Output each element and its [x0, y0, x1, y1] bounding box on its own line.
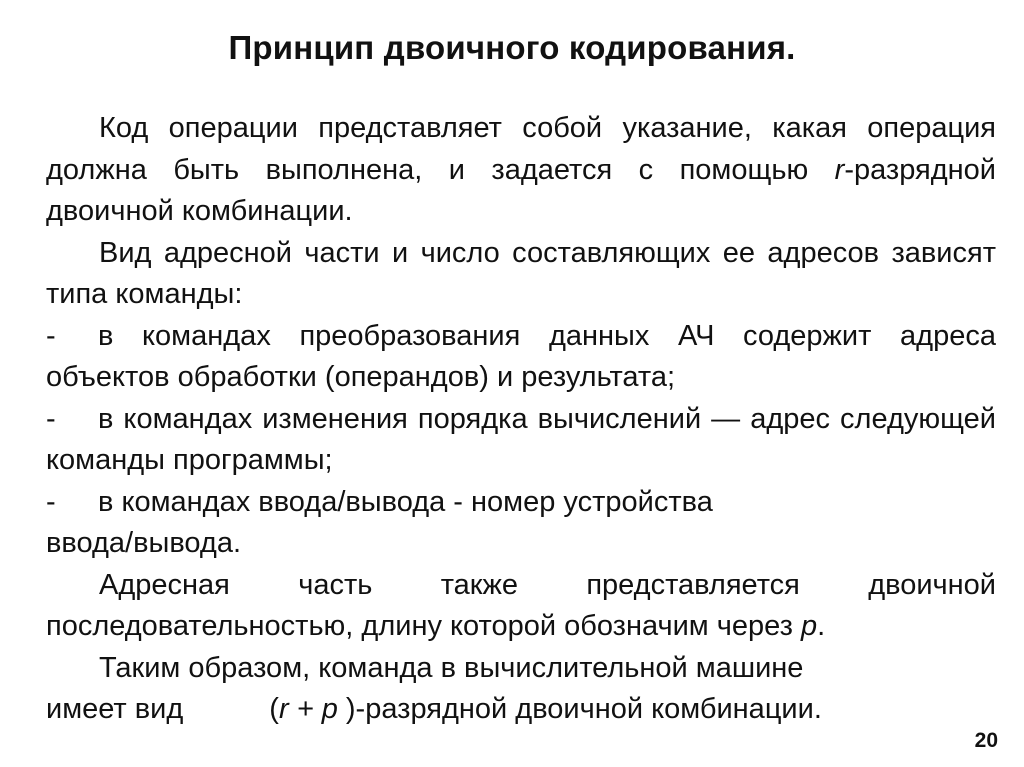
list-item-order-text: в командах изменения порядка вычислений — адрес следующей команды программы;: [46, 402, 996, 476]
paragraph-opcode-text: Код операции представляет собой указание, какая операция должна быть выполнена, и задается с помощью: [46, 112, 996, 186]
paragraph-address-part: Вид адресной части и число составляющих ее адресов зависят типа команды:: [46, 236, 996, 310]
list-item-transform: [46, 316, 996, 399]
slide-title: Принцип двоичного кодирования.: [228, 29, 796, 66]
slide-body: [46, 108, 996, 731]
paragraph-conclusion-line1: Таким образом, команда в вычислительной машине: [99, 651, 804, 684]
list-dash: -: [46, 402, 56, 435]
list-item-io-line2: ввода/вывода.: [46, 527, 242, 559]
paragraph-opcode-tail: -разрядной двоичной комбинации.: [46, 153, 996, 227]
conclusion-open-paren: (: [269, 693, 279, 725]
paragraph-address-sequence: [46, 565, 996, 648]
paragraph-opcode: [46, 108, 996, 233]
plus-sign: +: [288, 693, 322, 725]
conclusion-lead: имеет вид: [46, 693, 184, 725]
paragraph-conclusion-line2: [46, 689, 996, 731]
page-number: 20: [974, 729, 998, 752]
conclusion-tail: )-разрядной двоичной комбинации.: [337, 693, 822, 725]
variable-p: p: [801, 610, 818, 642]
variable-r: r: [278, 693, 289, 725]
list-dash: -: [46, 485, 56, 518]
list-item-io-line1: [46, 482, 996, 524]
list-item-transform-text: в командах преобразования данных АЧ содержит адреса объектов обработки (операндов) и результата;: [46, 319, 996, 393]
paragraph-address-sequence-end: .: [817, 610, 826, 642]
variable-r: r: [834, 153, 845, 186]
paragraph-address-sequence-text: Адресная часть также представляется двоичной последовательностью, длину которой обозначим через: [46, 568, 996, 642]
list-dash: -: [46, 319, 56, 352]
list-item-io-text: в командах ввода/вывода - номер устройства: [98, 485, 713, 518]
variable-p: p: [321, 693, 338, 725]
list-item-order: [46, 399, 996, 482]
